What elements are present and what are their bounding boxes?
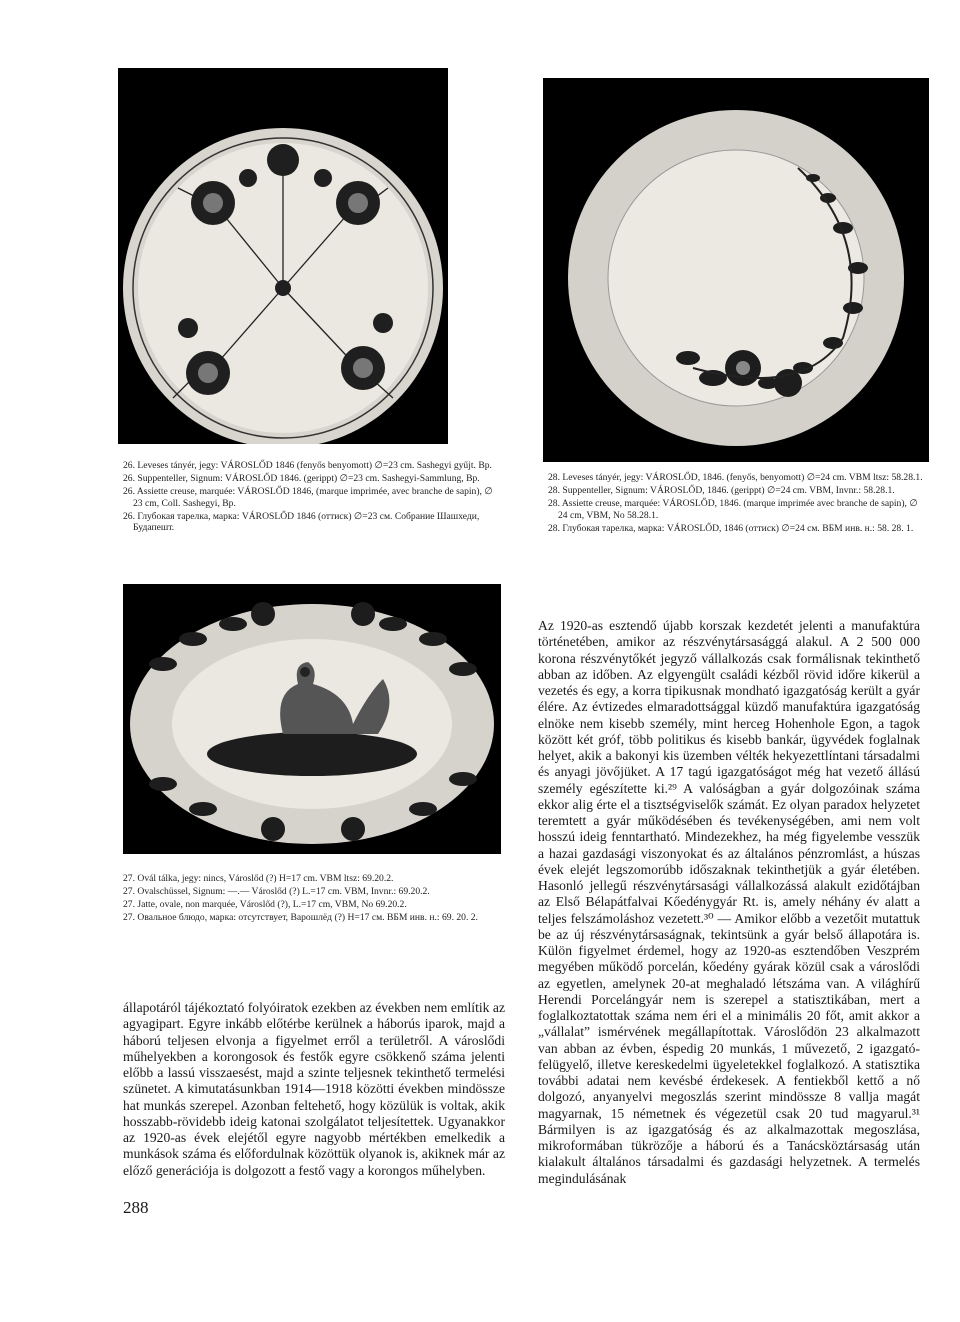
caption-27-de: 27. Ovalschüssel, Signum: —.— Városlőd (?) L.=17 cm. VBM, Invnr.: 69.20.2. (123, 886, 430, 898)
caption-27-ru: 27. Овальное блюдо, марка: отсутствует, Варошлёд (?) H=17 см. ВБМ инв. н.: 69. 20. 2. (123, 912, 478, 924)
caption-27-fr: 27. Jatte, ovale, non marquée, Városlőd (?), L.=17 cm, VBM, No 69.20.2. (123, 899, 407, 911)
caption-26-fr: 26. Assiette creuse, marquée: VÁROSLŐD 1846, (marque imprimée, avec branche de sapin), ∅ 23 cm, Coll. Sashegyi, Bp. (123, 486, 493, 509)
plate-26-illustration (118, 68, 448, 444)
body-column-left (123, 1000, 505, 1179)
plate-photo-26 (118, 68, 448, 444)
body-paragraph-right: Az 1920-as esztendő újabb korszak kezdetét jelenti a manufaktúra történetében, amikor az részvénytársasággá alakul. A 2 500 000 korona részvénytőkét jegyző vállalkozás csak formálisnak tekinthető abban az időben. Az elgyengült családi kézből rövid időre kikerül a vezetés és egy, a korra tipikusnak mondható igazgatóság került a gyár élére. Az évtizedes elmaradottsággal küzdő manufaktúra igazgatóság elnöke nem kisebb személy, mint herceg Hohenhole Egon, a tagok között két gróf, több politikus és kisebb bankár, ügyvédek foglalnak helyet, akik a bakonyi kis üzemben vélték hekyezettlíntani társadalmi és anyagi jövőjüket. A 17 tagú igazgatóságot még hat vezető állású személy egészítette ki.²⁹ A valóságban a gyár dolgozóinak száma ekkor alig érte el a tisztségviselők számát. Ez olyan paradox helyzetet teremtett a gyár működésében és tevékenységében, ami nem volt hosszú ideig fenntartható. Mindezekhez, ha még figyelembe vesszük a hazai gazdasági viszonyokat és az általános pénzromlást, a húszas évek elejét legszomorúbb időszaknak tekinthetjük a gyár életében. Hasonló jellegű részvénytársasági vállalkozássá alakult ezidőtájban az Első Bélapátfalvai Kőedénygyár Rt. is, amely néhány év alatt a teljes felszámoláshoz vezetett.³⁰ — Amikor előbb a vezetőit mutattuk be az új részvénytársaságnak, tekintsünk a gyár belső állapotára is. Külön figyelmet érdemel, hogy az 1920-as esztendőben Veszprém megyében működő porcelán, kőedény gyárak közül csak a városlődi az egyetlen, amelynek 20-at meghaladó létszáma van. A világhírű Herendi Porcelángyár nem is szerepel a statisztikában, mert a foglalkoztatottak száma nem éri el a minimális 20 főt, amit akkor a „vállalat” ismérvének megállapítottak. Városlődön 23 alkalmazott van abban az évben, éspedig 20 munkás, 1 művezető, 2 igazgató-felügyelő, illetve kereskedelmi ügyeletekkel foglalkozó. A statisztika további adatai nem kevésbé érdekesek. A fentiekből kettő a nő dolgozó, anyanyelvi megoszlás szerint mindössze 8 vallja magát magyarnak, 15 németnek és végezetül csak 20 tud magyarul.³¹ Bármilyen is az igazgatóság és az alkalmazottak megoszlása, mikroformában tükrözője a háború és a Tanácsköztársaság után kialakult általános társadalmi és gazdasági helyzetnek. A termelés megindulásának (538, 618, 920, 1186)
caption-28-fr: 28. Assiette creuse, marquée: VÁROSLŐD, 1846. (marque imprimée avec branche de sapin), ∅ 24 cm, VBM, No 58.28.1. (548, 498, 918, 521)
caption-26-hu: 26. Leveses tányér, jegy: VÁROSLŐD 1846 (fenyős benyomott) ∅=23 cm. Sashegyi gyűjt. Bp. (123, 460, 492, 471)
caption-28-hu: 28. Leveses tányér, jegy: VÁROSLŐD, 1846. (fenyős, benyomott) ∅=24 cm. VBM ltsz: 58.28.1. (548, 472, 923, 483)
caption-26-de: 26. Suppenteller, Signum: VÁROSLŐD 1846. (gerippt) ∅=23 cm. Sashegyi-Sammlung, Bp. (123, 473, 480, 485)
dish-27-illustration (123, 584, 501, 854)
caption-26-ru: 26. Глубокая тарелка, марка: VÁROSLŐD 1846 (оттиск) ∅=23 см. Собрание Шашхеди, Будапешт. (123, 510, 480, 534)
caption-28-ru: 28. Глубокая тарелка, марка: VÁROSLŐD, 1846 (оттиск) ∅=24 см. ВБМ инв. н.: 58. 28. 1. (548, 522, 914, 534)
plate-28-illustration (543, 78, 929, 462)
body-paragraph-left: állapotáról tájékoztató folyóiratok ezekben az években nem említik az agyagipart. Egyre inkább előtérbe kerülnek a háborús iparok, majd a háború teljesen elvonja a figyelmet erről a területről. A városlődi műhelyekben a korongosok és festők egyre csökkenő száma jelenti előbb a lassú visszaesést, majd a szinte teljesnek tekinthető termelési szünetet. A kimutatásunkban 1914—1918 közötti években mindössze hat munkás szerepel. Azonban feltehető, hogy közülük is voltak, akik hosszabb-rövidebb ideig katonai szolgálatot teljesítettek. Ugyanakkor az 1920-as évek elejétől egyre nagyobb mértékben emelkedik a munkások száma és előfordulnak közöttük olyanok is, akiknek már az előző generációja is dolgozott a festő vagy a korongos műhelyben. (123, 1000, 505, 1178)
page-number: 288 (123, 1198, 149, 1217)
caption-26 (123, 460, 498, 536)
caption-27-hu: 27. Ovál tálka, jegy: nincs, Városlőd (?) H=17 cm. VBM ltsz: 69.20.2. (123, 873, 394, 884)
plate-photo-28 (543, 78, 929, 462)
caption-28-de: 28. Suppenteller, Signum: VÁROSLŐD, 1846. (gerippt) ∅=24 cm. VBM, Invnr.: 58.28.1. (548, 485, 895, 497)
dish-photo-27 (123, 584, 501, 854)
body-column-right (538, 618, 920, 1187)
caption-27 (123, 873, 498, 925)
caption-28 (548, 472, 923, 536)
